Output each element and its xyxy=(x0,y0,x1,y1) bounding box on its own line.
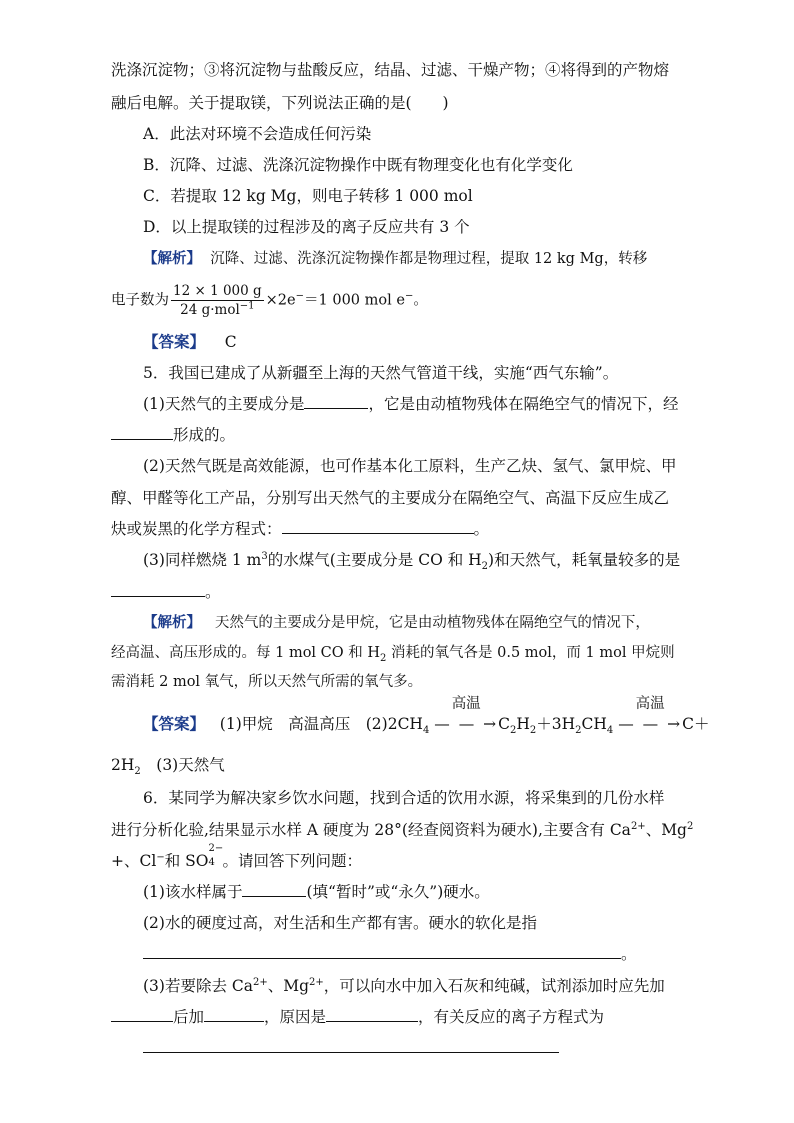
solution-tag: 【解析】 xyxy=(143,250,201,267)
q6-part-3-line-3 xyxy=(143,1038,559,1058)
q4-option-b: B．沉降、过滤、洗涤沉淀物操作中既有物理变化也有化学变化 xyxy=(143,156,573,174)
q5-part-1-line-2: 形成的。 xyxy=(111,425,235,445)
answer-blank[interactable] xyxy=(204,1007,264,1022)
q4-option-d: D．以上提取镁的过程涉及的离子反应共有 3 个 xyxy=(143,218,470,236)
q5-stem: 5．我国已建成了从新疆至上海的天然气管道干线，实施“西气东输”。 xyxy=(143,364,619,382)
answer-blank[interactable] xyxy=(111,425,173,440)
q5-part-3-line-1: (3)同样燃烧 1 $m^3$的水煤气(主要成分是 CO 和 $H_2$)和天然气，耗氧量较多的是 xyxy=(143,550,681,573)
q6-stem-line-3: +、Cl−和 SO 2− 4 。请回答下列问题： xyxy=(111,843,362,870)
q5-solution-line-2: 经高温、高压形成的。每 1 mol CO 和 $H_2$ 消耗的氧气各是 0.5 mol，而 1 mol 甲烷则 xyxy=(111,645,675,664)
answer-blank[interactable] xyxy=(326,1007,418,1022)
answer-blank[interactable] xyxy=(143,1038,559,1053)
q4-option-a: A．此法对环境不会造成任何污染 xyxy=(143,125,372,143)
q5-part-2-line-1: (2)天然气既是高效能源，也可作基本化工原料，生产乙炔、氢气、氯甲烷、甲 xyxy=(143,457,677,475)
q4-solution-line-1: 【解析】 沉降、过滤、洗涤沉淀物操作都是物理过程，提取 12 kg Mg，转移 xyxy=(143,250,648,267)
q6-part-1: (1)该水样属于 (填“暂时”或“永久”)硬水。 xyxy=(143,883,490,901)
q5-part-3-line-2: 。 xyxy=(111,582,221,602)
answer-blank[interactable] xyxy=(111,582,205,597)
q6-part-2-line-2: 。 xyxy=(143,944,637,964)
answer-tag: 【答案】 xyxy=(143,714,206,733)
q5-part-2-line-3: 炔或炭黑的化学方程式： 。 xyxy=(111,520,490,538)
q6-stem-line-2: 进行分析化验,结果显示水样 A 硬度为 28°(经查阅资料为硬水),主要含有 $Ca^{2+}$、Mg$^2$ xyxy=(111,820,694,839)
q4-stem-line-2: 融后电解。关于提取镁，下列说法正确的是( ) xyxy=(111,94,449,112)
electron-fraction: $\frac{12 \times 1 000 g}{24 g\cdot mol^{-1}}$ xyxy=(173,283,262,318)
q5-part-2-line-2: 醇、甲醛等化工产品，分别写出天然气的主要成分在隔绝空气、高温下反应生成乙 xyxy=(111,489,670,507)
q6-part-2-line-1: (2)水的硬度过高，对生活和生产都有害。硬水的软化是指 xyxy=(143,914,537,932)
answer-blank[interactable] xyxy=(111,1007,173,1022)
reaction-arrow: 高温 — — → xyxy=(618,696,683,733)
answer-tag: 【答案】 xyxy=(143,332,206,351)
q4-answer: 【答案】 C xyxy=(143,332,237,351)
q6-part-3-line-2: 后加 ，原因是 ，有关反应的离子方程式为 xyxy=(111,1007,604,1027)
answer-blank[interactable] xyxy=(143,944,621,959)
q4-option-c: C．若提取 12 kg Mg，则电子转移 1 000 mol xyxy=(143,187,473,205)
solution-tag: 【解析】 xyxy=(143,614,201,631)
answer-blank[interactable] xyxy=(242,882,306,897)
q5-answer-line-2: $2H_2$ (3)天然气 xyxy=(111,756,225,778)
q5-solution-line-3: 需消耗 2 mol 氧气，所以天然气所需的氧气多。 xyxy=(111,674,423,690)
q5-solution-line-1: 【解析】 天然气的主要成分是甲烷，它是由动植物残体在隔绝空气的情况下， xyxy=(143,614,650,631)
q4-solution-line-2: 电子数为 $\frac{12 \times 1 000 g}{24 g\cdot mol^{-1}}$ ×2e−＝1 000 mol e−。 xyxy=(111,283,428,318)
q6-part-3-line-1: (3)若要除去 $Ca^{2+}$、$Mg^{2+}$，可以向水中加入石灰和纯碱，试剂添加时应先加 xyxy=(143,976,665,995)
q5-answer-line-1: 【答案】 (1)甲烷 高温高压 $(2)2CH_4$ 高温 — — $\to C_2H_2+3H_2CH_4$ 高温 — — →C＋ xyxy=(143,696,710,737)
reaction-arrow: 高温 — — → xyxy=(434,696,499,733)
q4-stem-line-1: 洗涤沉淀物；③将沉淀物与盐酸反应，结晶、过滤、干燥产物；④将得到的产物熔 xyxy=(111,61,670,79)
answer-blank[interactable] xyxy=(282,519,474,534)
q5-part-1-line-1: (1)天然气的主要成分是 ，它是由动植物残体在隔绝空气的情况下，经 xyxy=(143,395,679,413)
q6-stem-line-1: 6．某同学为解决家乡饮水问题，找到合适的饮用水源，将采集到的几份水样 xyxy=(143,789,665,807)
answer-blank[interactable] xyxy=(304,394,368,409)
